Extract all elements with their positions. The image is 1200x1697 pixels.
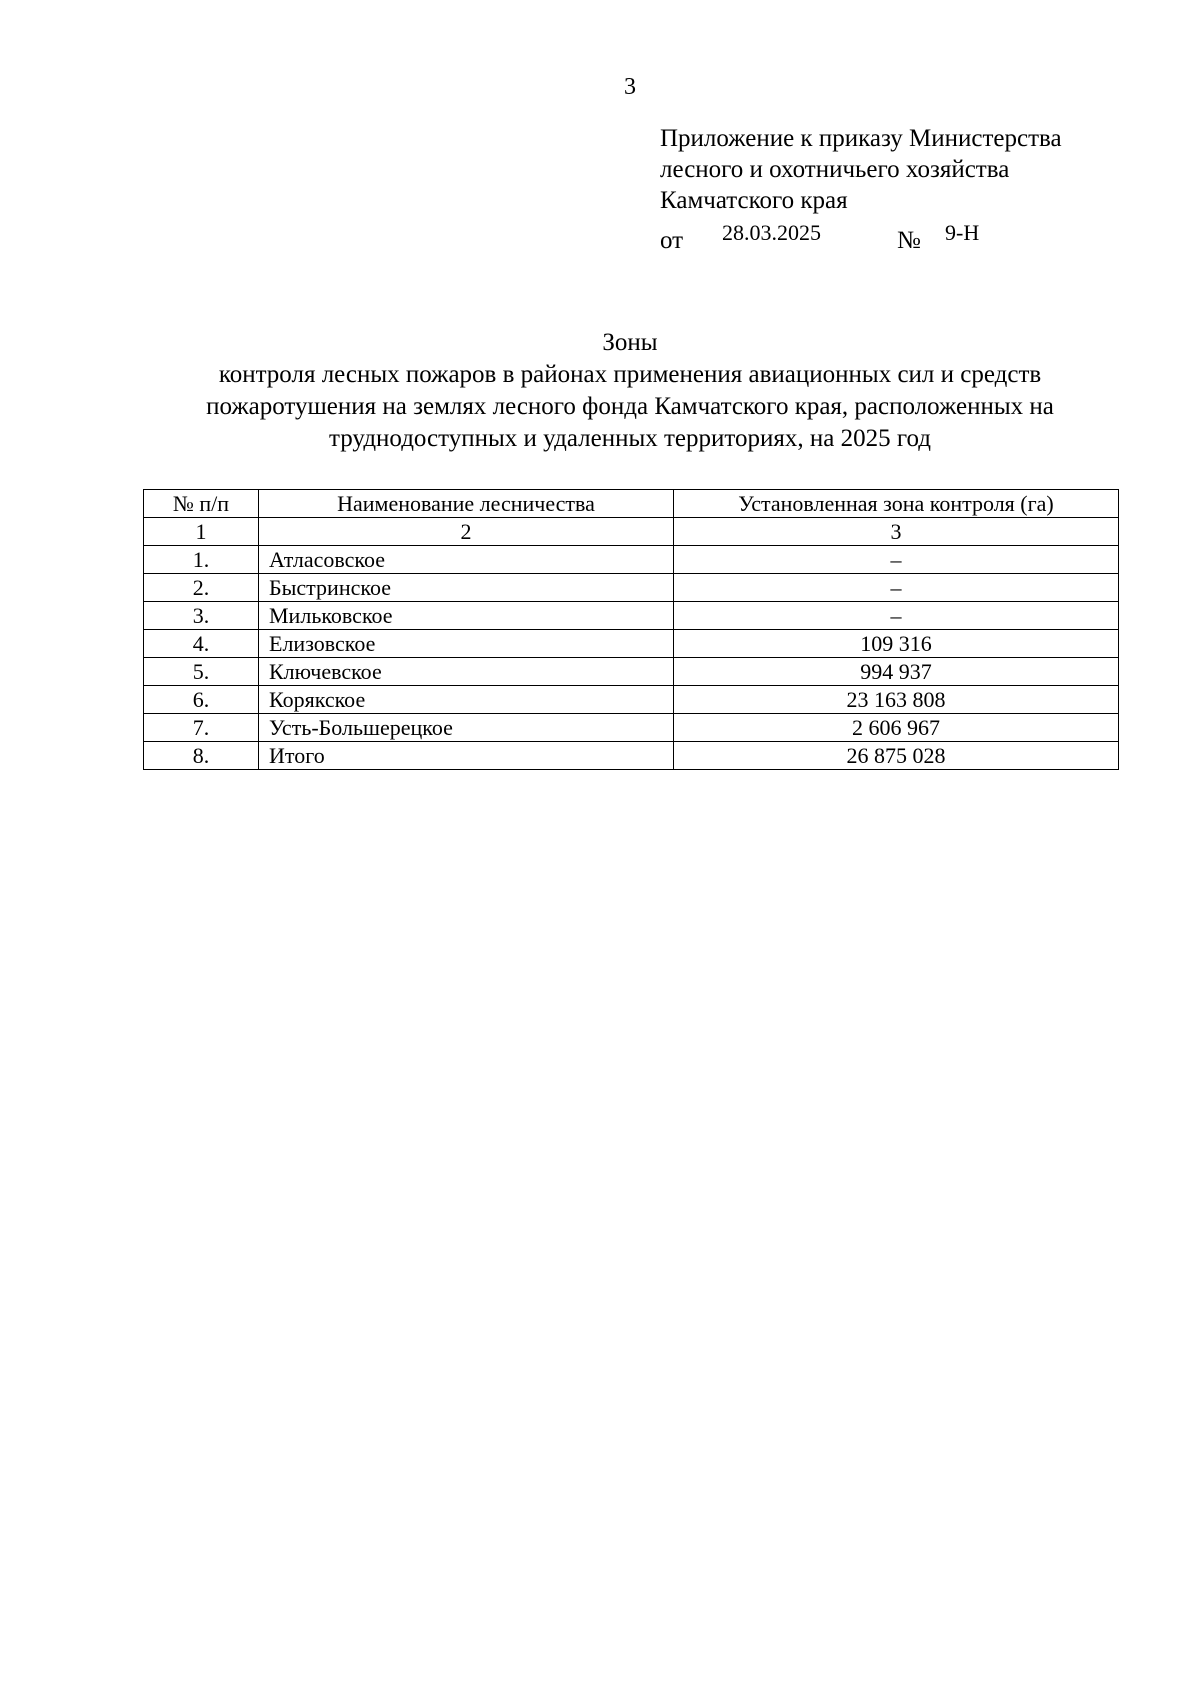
forestry-name: Мильковское <box>259 602 674 630</box>
row-number: 2. <box>144 574 259 602</box>
control-zone-area: – <box>674 574 1119 602</box>
document-title <box>140 327 1120 455</box>
table-row <box>144 546 1119 574</box>
page-number: 3 <box>624 74 636 100</box>
column-number: 1 <box>144 518 259 546</box>
row-number: 8. <box>144 742 259 770</box>
control-zone-area: 23 163 808 <box>674 686 1119 714</box>
date-prefix: от <box>660 227 684 254</box>
table-row <box>144 630 1119 658</box>
forestry-name: Усть-Большерецкое <box>259 714 674 742</box>
control-zone-area: 994 937 <box>674 658 1119 686</box>
forestry-name: Ключевское <box>259 658 674 686</box>
approval-line: Камчатского края <box>660 187 848 214</box>
approval-block <box>660 123 1062 216</box>
table-row <box>144 602 1119 630</box>
title-line: труднодоступных и удаленных территориях, на 2025 год <box>329 425 931 452</box>
row-number: 5. <box>144 658 259 686</box>
table-total-row <box>144 742 1119 770</box>
control-zone-area: 2 606 967 <box>674 714 1119 742</box>
header-number: № п/п <box>144 490 259 518</box>
forestry-name: Атласовское <box>259 546 674 574</box>
table-row <box>144 574 1119 602</box>
table-row <box>144 714 1119 742</box>
zones-table <box>143 489 1119 770</box>
control-zone-area: – <box>674 546 1119 574</box>
row-number: 4. <box>144 630 259 658</box>
table-column-numbers-row <box>144 518 1119 546</box>
table-row <box>144 658 1119 686</box>
row-number: 7. <box>144 714 259 742</box>
forestry-name: Корякское <box>259 686 674 714</box>
column-number: 3 <box>674 518 1119 546</box>
title-line: контроля лесных пожаров в районах применения авиационных сил и средств <box>218 361 1042 388</box>
control-zone-area: – <box>674 602 1119 630</box>
row-number: 1. <box>144 546 259 574</box>
row-number: 6. <box>144 686 259 714</box>
number-sign: № <box>897 227 921 254</box>
row-number: 3. <box>144 602 259 630</box>
total-control-zone-area: 26 875 028 <box>674 742 1119 770</box>
total-label: Итого <box>259 742 674 770</box>
forestry-name: Елизовское <box>259 630 674 658</box>
title-line: пожаротушения на землях лесного фонда Камчатского края, расположенных на <box>206 393 1054 420</box>
approval-line: Приложение к приказу Министерства <box>660 125 1062 152</box>
title-line: Зоны <box>602 329 658 356</box>
order-date: 28.03.2025 <box>722 220 821 245</box>
column-number: 2 <box>259 518 674 546</box>
forestry-name: Быстринское <box>259 574 674 602</box>
table-header-row <box>144 490 1119 518</box>
approval-line: лесного и охотничьего хозяйства <box>660 156 1010 183</box>
table-row <box>144 686 1119 714</box>
header-control-zone: Установленная зона контроля (га) <box>674 490 1119 518</box>
order-number: 9-Н <box>945 220 980 245</box>
header-forestry-name: Наименование лесничества <box>259 490 674 518</box>
control-zone-area: 109 316 <box>674 630 1119 658</box>
